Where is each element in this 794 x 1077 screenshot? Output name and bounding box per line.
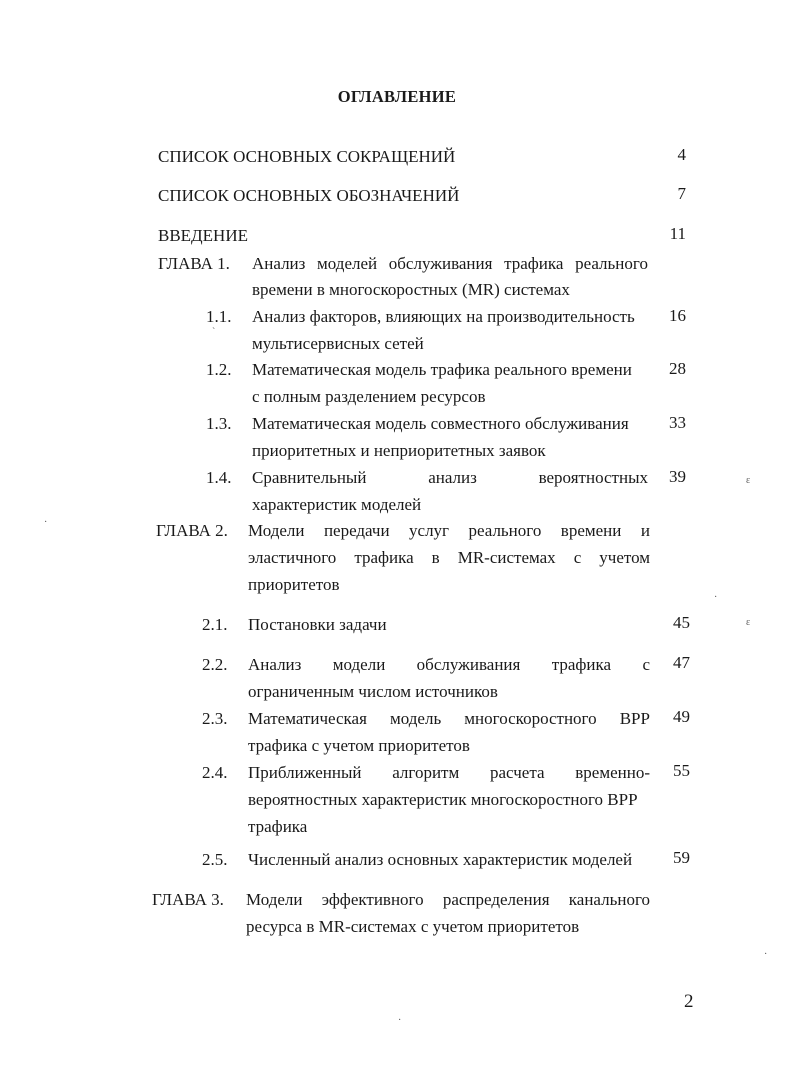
word: моделей — [317, 254, 378, 273]
word: Анализ — [252, 254, 306, 273]
section-1-3-line2: приоритетных и неприоритетных заявок — [252, 441, 546, 460]
section-1-3-number: 1.3. — [206, 414, 232, 433]
scan-speck: · — [398, 1015, 402, 1026]
word: эластичного — [248, 548, 337, 567]
scan-speck: · — [764, 949, 768, 960]
page-number: 2 — [684, 991, 694, 1012]
word: обслуживания — [388, 254, 493, 273]
word: модель — [390, 709, 442, 728]
word: Модели — [246, 890, 303, 909]
chapter-1-number: ГЛАВА 1. — [158, 254, 230, 273]
word: трафика — [504, 254, 564, 273]
word: модели — [332, 655, 386, 674]
word: Приближенный — [248, 763, 362, 782]
word: MR-системах — [457, 548, 556, 567]
word: времени — [560, 521, 622, 540]
toc-introduction-label: ВВЕДЕНИЕ — [158, 226, 248, 245]
word: многоскоростного — [464, 709, 597, 728]
section-2-4-page: 55 — [673, 761, 690, 780]
section-1-3-line1: Математическая модель совместного обслуживания — [252, 414, 629, 433]
word: реального — [468, 521, 542, 540]
chapter-2-title-line2 — [248, 548, 650, 568]
word: и — [640, 521, 650, 540]
section-1-2-line2: с полным разделением ресурсов — [252, 387, 486, 406]
section-2-3-line1 — [248, 709, 650, 729]
section-1-4-page: 39 — [669, 467, 686, 486]
section-2-2-line2: ограниченным числом источников — [248, 682, 498, 701]
word: расчета — [489, 763, 545, 782]
section-2-2-page: 47 — [673, 653, 690, 672]
word: с — [642, 655, 650, 674]
scan-speck: ɛ — [746, 475, 751, 486]
scan-speck: · — [44, 517, 48, 528]
chapter-1-title-line1 — [252, 254, 648, 274]
toc-notation-label: СПИСОК ОСНОВНЫХ ОБОЗНАЧЕНИЙ — [158, 186, 460, 205]
chapter-3-title-line1 — [246, 890, 650, 910]
word: реального — [575, 254, 648, 273]
word: обслуживания — [416, 655, 521, 674]
word: с — [573, 548, 582, 567]
word: трафика — [551, 655, 612, 674]
toc-title: ОГЛАВЛЕНИЕ — [337, 87, 457, 106]
word: эффективного — [321, 890, 424, 909]
chapter-2-number: ГЛАВА 2. — [156, 521, 228, 540]
section-2-2-line1 — [248, 655, 650, 675]
section-1-4-line1 — [252, 468, 648, 488]
chapter-2-title-line1 — [248, 521, 650, 541]
toc-introduction-page: 11 — [669, 224, 686, 243]
section-2-2-number: 2.2. — [202, 655, 228, 674]
chapter-3-title-line2: ресурса в MR-системах с учетом приоритетов — [246, 917, 580, 936]
section-2-5-line1: Численный анализ основных характеристик моделей — [248, 850, 633, 869]
section-1-2-page: 28 — [669, 359, 686, 378]
word: временно- — [575, 763, 650, 782]
toc-notation-page: 7 — [677, 184, 686, 203]
section-2-4-line2: вероятностных характеристик многоскоростного ВРР — [248, 790, 638, 809]
section-2-5-number: 2.5. — [202, 850, 228, 869]
section-2-4-line3: трафика — [248, 817, 308, 836]
word: передачи — [323, 521, 390, 540]
toc-abbreviations-page: 4 — [677, 145, 686, 164]
section-2-1-number: 2.1. — [202, 615, 228, 634]
scan-speck: · — [714, 592, 718, 603]
word: алгоритм — [392, 763, 460, 782]
section-1-2-number: 1.2. — [206, 360, 232, 379]
word: учетом — [599, 548, 650, 567]
word: вероятностных — [538, 468, 648, 487]
section-2-1-line1: Постановки задачи — [248, 615, 387, 634]
section-1-3-page: 33 — [669, 413, 686, 432]
word: услуг — [409, 521, 450, 540]
section-2-1-page: 45 — [673, 613, 690, 632]
chapter-2-title-line3: приоритетов — [248, 575, 340, 594]
section-1-4-line2: характеристик моделей — [252, 495, 422, 514]
word: Математическая — [248, 709, 367, 728]
word: трафика — [354, 548, 414, 567]
section-1-1-page: 16 — [669, 306, 686, 325]
word: анализ — [428, 468, 477, 487]
scan-speck: ɛ — [746, 617, 751, 628]
section-2-3-line2: трафика с учетом приоритетов — [248, 736, 470, 755]
section-1-1-line2: мультисервисных сетей — [252, 334, 424, 353]
word: Сравнительный — [252, 468, 367, 487]
section-1-2-line1: Математическая модель трафика реального времени — [252, 360, 632, 379]
toc-abbreviations-label: СПИСОК ОСНОВНЫХ СОКРАЩЕНИЙ — [158, 147, 456, 166]
word: в — [431, 548, 440, 567]
section-1-1-number: 1.1. — [206, 307, 232, 326]
section-1-1-line1: Анализ факторов, влияющих на производительность — [252, 307, 635, 326]
word: канального — [568, 890, 650, 909]
word: Анализ — [248, 655, 302, 674]
word: Модели — [248, 521, 305, 540]
section-2-5-page: 59 — [673, 848, 690, 867]
section-1-4-number: 1.4. — [206, 468, 232, 487]
chapter-1-title-line2: времени в многоскоростных (MR) системах — [252, 280, 570, 299]
section-2-3-page: 49 — [673, 707, 690, 726]
chapter-3-number: ГЛАВА 3. — [152, 890, 224, 909]
section-2-4-line1 — [248, 763, 650, 783]
section-2-3-number: 2.3. — [202, 709, 228, 728]
word: распределения — [442, 890, 550, 909]
word: ВРР — [619, 709, 650, 728]
scan-speck: ˋ — [212, 327, 216, 338]
section-2-4-number: 2.4. — [202, 763, 228, 782]
